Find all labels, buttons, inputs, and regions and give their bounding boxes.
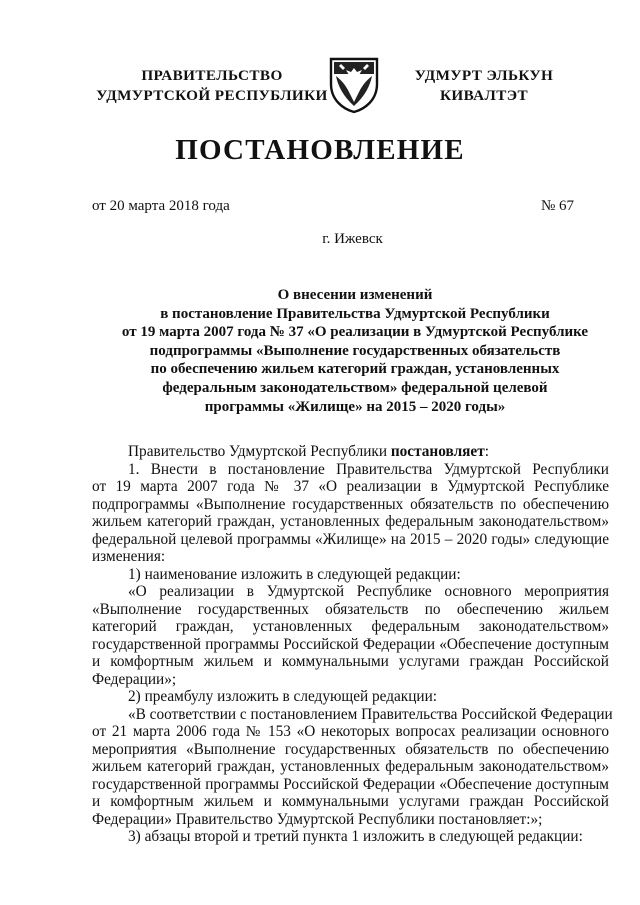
body-line: «О реализации в Удмуртской Республике основного мероприятия	[128, 583, 609, 600]
document-subject	[100, 286, 610, 416]
subject-line: по обеспечению жильем категорий граждан, установленных	[150, 361, 560, 378]
body-line: государственной программы Российской Федерации «Обеспечение доступным	[92, 775, 609, 793]
body-line: федеральной целевой программы «Жилище» на 2015 – 2020 годы» следующие	[92, 530, 609, 548]
document-city: г. Ижевск	[322, 231, 383, 247]
body-line: государственной программы Российской Федерации «Обеспечение доступным	[92, 635, 609, 653]
body-line: от 21 марта 2006 года № 153 «О некоторых вопросах реализации основного	[92, 723, 609, 740]
document-date: от 20 марта 2018 года	[92, 198, 230, 214]
header-left	[92, 66, 332, 106]
body-line: 1. Внести в постановление Правительства Удмуртской Республики	[128, 460, 609, 478]
body-line: 3) абзацы второй и третий пункта 1 изложить в следующей редакции:	[128, 828, 583, 845]
document-number: № 67	[540, 198, 574, 214]
header-left-line1: ПРАВИТЕЛЬСТВО	[141, 67, 283, 84]
body-line: от 19 марта 2007 года № 37 «О реализации в Удмуртской Республике	[92, 478, 609, 495]
body-line: 2) преамбулу изложить в следующей редакции:	[128, 688, 438, 705]
header-right-line2: КИВАЛТЭТ	[439, 87, 529, 104]
subject-line: О внесении изменений	[277, 287, 433, 303]
body-line: изменения:	[92, 548, 166, 565]
document-body	[92, 443, 613, 846]
body-line: Федерации»;	[92, 670, 177, 688]
body-line: подпрограммы «Выполнение государственных обязательств по обеспечению	[92, 495, 609, 513]
subject-line: от 19 марта 2007 года № 37 «О реализации в Удмуртской Республике	[121, 324, 589, 341]
intro-colon: :	[484, 443, 489, 460]
body-line: «В соответствии с постановлением Правительства Российской Федерации	[128, 705, 613, 723]
intro-text: Правительство Удмуртской Республики	[128, 443, 391, 460]
subject-line: федеральным законодательством» федеральной целевой	[162, 379, 548, 396]
udmurt-coat-of-arms-icon	[327, 56, 381, 114]
body-line: «Выполнение государственных обязательств по обеспечению жильем	[92, 600, 609, 618]
body-line: категорий граждан, установленных федеральным законодательством»	[92, 618, 609, 635]
subject-line: в постановление Правительства Удмуртской Республики	[160, 305, 550, 322]
subject-line: программы «Жилище» на 2015 – 2020 годы»	[204, 398, 506, 415]
body-line: жильем категорий граждан, установленных федеральным законодательством»	[92, 513, 609, 530]
header-left-line2: УДМУРТСКОЙ РЕСПУБЛИКИ	[96, 87, 328, 104]
document-type-title: ПОСТАНОВЛЕНИЕ	[175, 134, 465, 166]
header-right	[404, 66, 564, 106]
body-line: и комфортным жильем и коммунальными услугами граждан Российской	[92, 793, 609, 810]
body-line: Федерации» Правительство Удмуртской Республики постановляет:»;	[92, 810, 543, 828]
intro-bold: постановляет	[390, 443, 485, 460]
body-line: 1) наименование изложить в следующей редакции:	[128, 565, 461, 583]
body-line: мероприятия «Выполнение государственных обязательств по обеспечению	[92, 740, 609, 758]
intro-paragraph	[92, 443, 609, 461]
body-line: жильем категорий граждан, установленных федеральным законодательством»	[92, 758, 609, 775]
body-line: и комфортным жильем и коммунальными услугами граждан Российской	[92, 653, 609, 670]
subject-line: подпрограммы «Выполнение государственных обязательств	[149, 342, 561, 359]
header-right-line1: УДМУРТ ЭЛЬКУН	[414, 67, 554, 84]
